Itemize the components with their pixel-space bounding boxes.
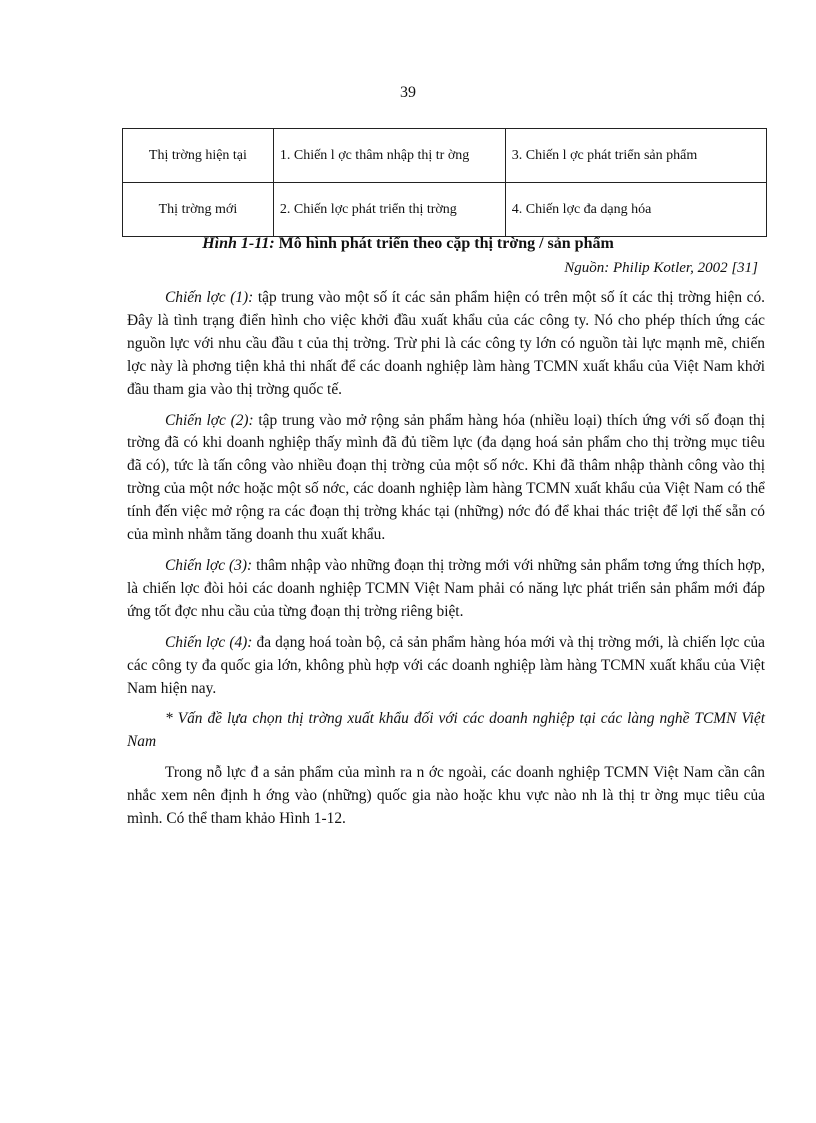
paragraph-text: tập trung vào một số ít các sản phẩm hiện có trên một số ít các thị trờng hiện có. Đây là tình trạng điển hình cho việc khởi đầu xuất khẩu của các công ty. Nó cho phép thích ứng các nguồn lực với nhu cầu đầu t của thị trờng. Trừ phi là các công ty lớn có nguồn tài lực mạnh mẽ, chiến lợc này là phơng tiện khả thi nhất để các doanh nghiệp làm hàng TCMN xuất khẩu của Việt Nam khởi đầu tham gia vào thị trờng quốc tế. [127, 289, 765, 398]
paragraph-text: đa dạng hoá toàn bộ, cả sản phẩm hàng hóa mới và thị trờng mới, là chiến lợc của các công ty đa quốc gia lớn, không phù hợp với các doanh nghiệp làm hàng TCMN xuất khẩu của Việt Nam hiện nay. [127, 633, 765, 697]
table-cell: 1. Chiến l ợc thâm nhập thị tr ờng [273, 129, 505, 183]
table-cell: 3. Chiến l ợc phát triển sản phẩm [505, 129, 766, 183]
paragraph-lead: Chiến lợc (1): [165, 289, 254, 306]
paragraph-lead: Chiến lợc (3): [165, 556, 253, 574]
paragraph-text: tập trung vào mở rộng sản phẩm hàng hóa (nhiều loại) thích ứng với số đoạn thị trờng đã có khi doanh nghiệp thấy mình đã đủ tiềm lực (đa dạng hoá sản phẩm cho thị trờng mục tiêu đã có), tức là tấn công vào nhiều đoạn thị trờng của một số nớc. Khi đã thâm nhập thành công vào thị trờng của một nớc hoặc một số nớc, các doanh nghiệp làm hàng TCMN xuất khẩu của Việt Nam có thể tính đến việc mở rộng ra các đoạn thị trờng khác tại (những) nớc đó để khai thác triệt để lợi thế sẵn có của mình nhằm tăng doanh thu xuất khẩu. [127, 411, 765, 544]
paragraph-lead: Chiến lợc (4): [165, 633, 253, 651]
paragraph-lead: Chiến lợc (2): [165, 411, 254, 429]
paragraph [127, 410, 765, 547]
page-number: 39 [400, 84, 416, 101]
paragraph-text: thâm nhập vào những đoạn thị trờng mới với những sản phẩm tơng ứng thích hợp, là chiến lợc đòi hỏi các doanh nghiệp TCMN Việt Nam phải có năng lực phát triển sản phẩm mới đáp ứng tốt đợc nhu cầu của từng đoạn thị trờng riêng biệt. [127, 556, 765, 620]
figure-caption [0, 235, 816, 253]
caption-label: Hình 1-11: [202, 235, 275, 252]
figure-source: Nguồn: Philip Kotler, 2002 [31] [564, 260, 758, 276]
body-text [127, 287, 765, 839]
strategy-matrix-table [122, 128, 767, 237]
paragraph [127, 287, 765, 402]
caption-text: Mô hình phát triển theo cặp thị trờng / sản phẩm [274, 235, 614, 252]
table-cell: Thị trờng hiện tại [123, 129, 274, 183]
table-cell: 2. Chiến lợc phát triển thị trờng [273, 183, 505, 237]
table-row [123, 183, 767, 237]
table-cell: 4. Chiến lợc đa dạng hóa [505, 183, 766, 237]
table-row [123, 129, 767, 183]
paragraph [127, 555, 765, 624]
closing-paragraph: Trong nỗ lực đ a sản phẩm của mình ra n ớc ngoài, các doanh nghiệp TCMN Việt Nam cần cân nhắc xem nên định h ớng vào (những) quốc gia nào hoặc khu vực nào nh là thị tr ờng mục tiêu của mình. Có thể tham khảo Hình 1-12. [127, 764, 765, 828]
table-cell: Thị trờng mới [123, 183, 274, 237]
section-note: * Vấn đề lựa chọn thị trờng xuất khẩu đối với các doanh nghiệp tại các làng nghề TCMN Việt Nam [127, 710, 765, 751]
paragraph [127, 632, 765, 701]
